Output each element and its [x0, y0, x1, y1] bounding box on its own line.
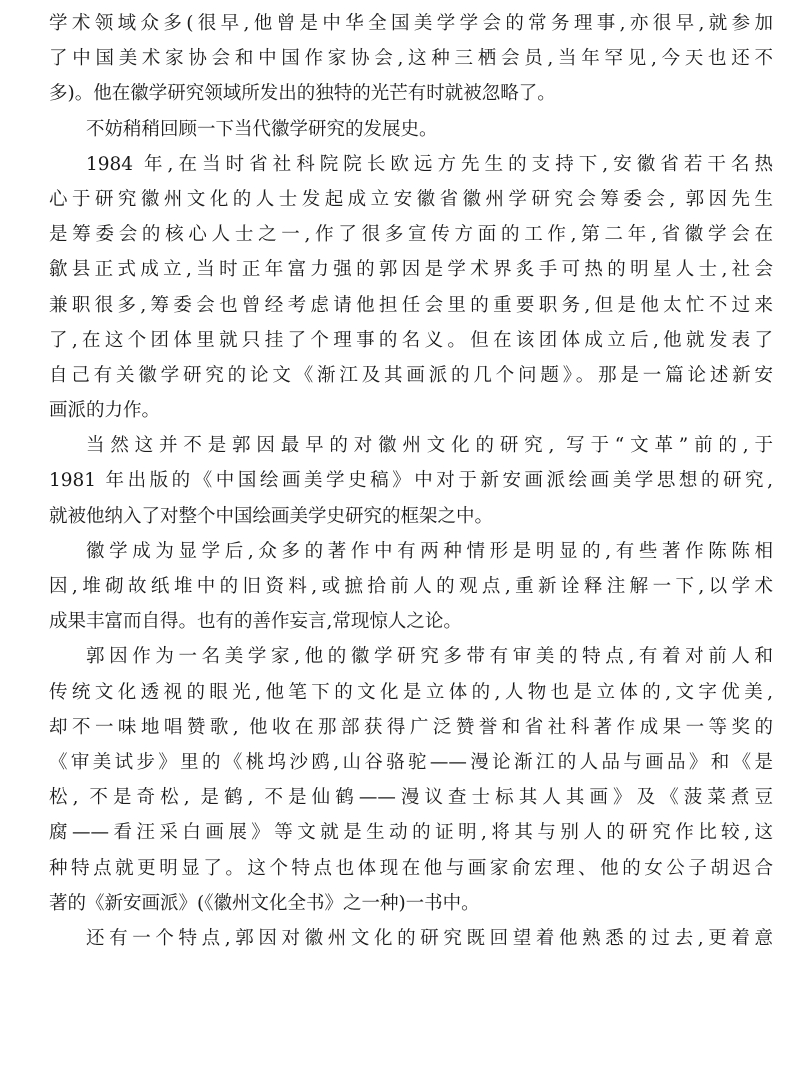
text-line: 腐——看汪采白画展》等文就是生动的证明,将其与别人的研究作比较,这 [49, 822, 773, 844]
text-line: 传统文化透视的眼光,他笔下的文化是立体的,人物也是立体的,文字优美, [49, 681, 773, 703]
text-line: 了中国美术家协会和中国作家协会,这种三栖会员,当年罕见,今天也还不 [49, 48, 773, 70]
text-line: 心于研究徽州文化的人士发起成立安徽省徽州学研究会筹委会, 郭因先生 [49, 188, 773, 210]
text-line: 成果丰富而自得。也有的善作妄言,常现惊人之论。 [49, 611, 462, 633]
text-line: 多)。他在徽学研究领域所发出的独特的光芒有时就被忽略了。 [49, 83, 556, 105]
text-line: 了,在这个团体里就只挂了个理事的名义。但在该团体成立后,他就发表了 [49, 329, 773, 351]
text-line: 不妨稍稍回顾一下当代徽学研究的发展史。 [86, 118, 438, 140]
text-line: 徽学成为显学后,众多的著作中有两种情形是明显的,有些著作陈陈相 [86, 540, 773, 562]
text-line: 种特点就更明显了。这个特点也体现在他与画家俞宏理、他的女公子胡迟合 [49, 857, 773, 879]
text-line: 因,堆砌故纸堆中的旧资料,或摭拾前人的观点,重新诠释注解一下,以学术 [49, 576, 773, 597]
text-line: 还有一个特点,郭因对徽州文化的研究既回望着他熟悉的过去,更着意 [86, 927, 773, 949]
text-line: 郭因作为一名美学家,他的徽学研究多带有审美的特点,有着对前人和 [86, 646, 773, 668]
text-line: 却不一味地唱赞歌, 他收在那部获得广泛赞誉和省社科著作成果一等奖的 [49, 716, 773, 738]
text-line: 歙县正式成立,当时正年富力强的郭因是学术界炙手可热的明星人士,社会 [49, 259, 773, 281]
text-line: 学术领域众多(很早,他曾是中华全国美学学会的常务理事,亦很早,就参加 [49, 13, 773, 34]
text-line: 《审美试步》里的《桃坞沙鸥,山谷骆驼——漫论渐江的人品与画品》和《是 [49, 751, 773, 773]
text-line: 自己有关徽学研究的论文《渐江及其画派的几个问题》。那是一篇论述新安 [49, 364, 773, 386]
text-line: 松, 不是奇松, 是鹤, 不是仙鹤——漫议查士标其人其画》及《菠菜煮豆 [49, 787, 773, 809]
text-line: 1981 年出版的《中国绘画美学史稿》中对于新安画派绘画美学思想的研究, [49, 470, 773, 492]
text-line: 当然这并不是郭因最早的对徽州文化的研究, 写于“文革”前的,于 [86, 435, 773, 457]
text-line: 著的《新安画派》(《徽州文化全书》之一种)一书中。 [49, 892, 480, 914]
text-line: 画派的力作。 [49, 400, 161, 422]
text-line: 兼职很多,筹委会也曾经考虑请他担任会里的重要职务,但是他太忙不过来 [49, 294, 773, 316]
document-body [49, 6, 773, 956]
text-line: 就被他纳入了对整个中国绘画美学史研究的框架之中。 [49, 505, 494, 527]
text-line: 是筹委会的核心人士之一,作了很多宣传方面的工作,第二年,省徽学会在 [49, 224, 773, 246]
text-line: 1984 年,在当时省社科院院长欧远方先生的支持下,安徽省若干名热 [86, 153, 773, 175]
